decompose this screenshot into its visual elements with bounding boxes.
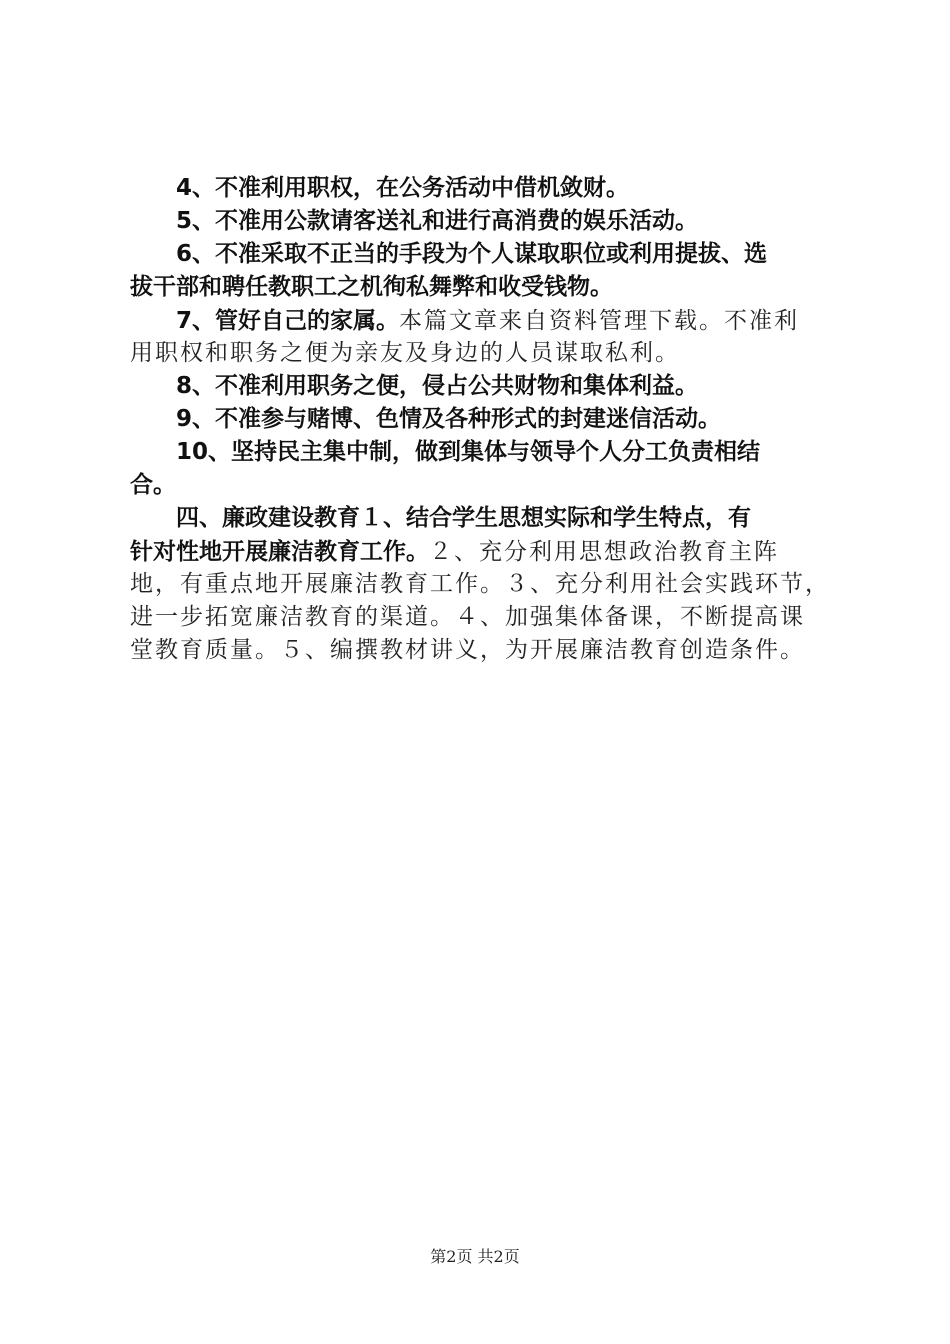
rule-item-7-line-1 bbox=[130, 304, 830, 337]
section-4-line-1: 四、廉政建设教育１、结合学生思想实际和学生特点，有 bbox=[176, 505, 751, 531]
rule-item-7-heading: 7、管好自己的家属。 bbox=[176, 308, 400, 334]
rule-item-8: 8、不准利用职务之便，侵占公共财物和集体利益。 bbox=[176, 373, 699, 399]
document-body bbox=[130, 172, 830, 667]
section-4-line-4: 进一步拓宽廉洁教育的渠道。４、加强集体备课，不断提高课 bbox=[130, 604, 805, 630]
rule-item-10-line-1: 10、坚持民主集中制，做到集体与领导个人分工负责相结 bbox=[176, 439, 761, 465]
section-4-line-5: 堂教育质量。５、编撰教材讲义，为开展廉洁教育创造条件。 bbox=[130, 637, 805, 663]
page-number-footer: 第2页 共2页 bbox=[430, 1247, 520, 1266]
rule-item-10-line-2: 合。 bbox=[130, 472, 176, 498]
rule-item-6-line-1: 6、不准采取不正当的手段为个人谋取职位或利用提拔、选 bbox=[176, 241, 768, 267]
rule-item-5: 5、不准用公款请客送礼和进行高消费的娱乐活动。 bbox=[176, 208, 699, 234]
rule-item-7-line-2: 用职权和职务之便为亲友及身边的人员谋取私利。 bbox=[130, 340, 680, 366]
section-4-text: ２、充分利用思想政治教育主阵 bbox=[429, 539, 779, 565]
rule-item-9: 9、不准参与赌博、色情及各种形式的封建迷信活动。 bbox=[176, 406, 722, 432]
rule-item-4: 4、不准利用职权，在公务活动中借机敛财。 bbox=[176, 175, 630, 201]
section-4-line-2 bbox=[130, 535, 830, 568]
section-4-line-3: 地，有重点地开展廉洁教育工作。３、充分利用社会实践环节， bbox=[130, 571, 830, 597]
section-4-bold-text: 针对性地开展廉洁教育工作。 bbox=[130, 539, 429, 565]
rule-item-6-line-2: 拔干部和聘任教职工之机徇私舞弊和收受钱物。 bbox=[130, 274, 613, 300]
rule-item-7-text: 本篇文章来自资料管理下载。不准利 bbox=[399, 308, 800, 334]
